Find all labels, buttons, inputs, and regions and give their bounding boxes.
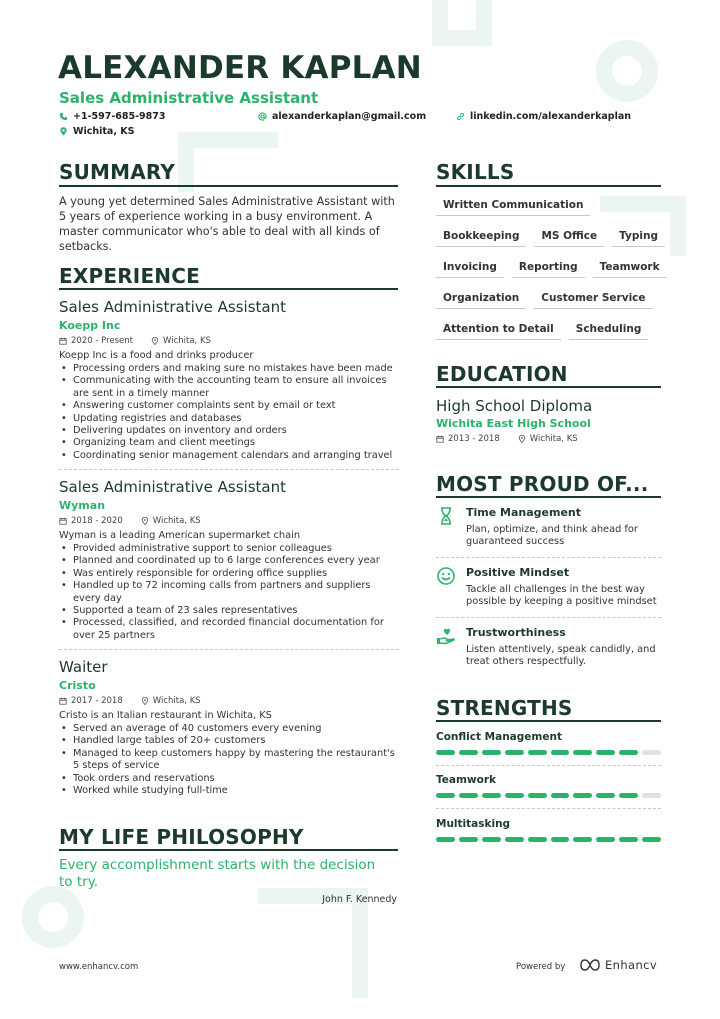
strength-meter-segment — [482, 837, 501, 842]
strength-name: Multitasking — [436, 818, 511, 830]
summary-heading: SUMMARY — [59, 160, 176, 184]
job-dates: 2018 - 2020 — [71, 516, 123, 526]
calendar-icon — [59, 337, 67, 345]
job-dates: 2017 - 2018 — [71, 696, 123, 706]
job-company: Cristo — [59, 679, 96, 692]
hourglass-icon — [436, 506, 456, 526]
strength-meter-segment — [619, 793, 638, 798]
calendar-icon — [59, 697, 67, 705]
job-bullets — [59, 723, 399, 797]
job-bullet: • Planned and coordinated up to 6 large conferences every year — [59, 555, 399, 567]
strengths-rule — [436, 720, 661, 722]
strength-meter-segment — [573, 750, 592, 755]
job-bullet: • Managed to keep customers happy by mastering the restaurant's 5 steps of service — [59, 748, 399, 773]
strength-meter-segment — [505, 793, 524, 798]
strength-meter-segment — [459, 793, 478, 798]
strength-meter-segment — [505, 750, 524, 755]
proud-text: Tackle all challenges in the best way possible by keeping a positive mindset — [466, 584, 657, 608]
job-entry-cristo — [59, 657, 399, 797]
education-heading: EDUCATION — [436, 362, 568, 386]
education-location: Wichita, KS — [529, 434, 578, 444]
job-meta — [59, 515, 399, 527]
job-bullet: • Supported a team of 23 sales representatives — [59, 605, 399, 617]
strength-meter — [436, 837, 661, 842]
location-pin-icon — [141, 517, 149, 525]
candidate-title: Sales Administrative Assistant — [59, 89, 319, 107]
enhancv-brand: Enhancv — [605, 958, 658, 972]
strength-teamwork — [436, 773, 661, 798]
education-entry — [436, 396, 661, 445]
job-location: Wichita, KS — [152, 516, 201, 526]
strength-meter-segment — [551, 837, 570, 842]
proud-text: Plan, optimize, and think ahead for guaranteed success — [466, 524, 638, 548]
skill-tag: Written Communication — [436, 196, 590, 216]
job-dates: 2020 - Present — [71, 336, 133, 346]
skill-row — [436, 196, 661, 216]
skill-row — [436, 320, 661, 340]
email-text: alexanderkaplan@gmail.com — [272, 111, 427, 122]
location-pin-icon — [59, 127, 68, 136]
job-bullet: • Worked while studying full-time — [59, 785, 399, 797]
experience-heading: EXPERIENCE — [59, 264, 200, 288]
strength-meter — [436, 750, 661, 755]
strength-conflict-management — [436, 730, 661, 755]
strength-meter-segment — [459, 750, 478, 755]
experience-rule — [59, 288, 398, 290]
strength-meter-segment — [642, 793, 661, 798]
proud-heading: MOST PROUD OF... — [436, 472, 649, 496]
location-text: Wichita, KS — [73, 126, 135, 137]
footer-powered-by: Powered by — [516, 962, 566, 972]
philosophy-rule — [59, 849, 398, 851]
link-icon — [456, 112, 465, 121]
job-location: Wichita, KS — [152, 696, 201, 706]
job-bullet: • Communicating with the accounting team to ensure all invoices are sent in a timely manner — [59, 375, 399, 400]
skill-tag: Organization — [436, 289, 526, 309]
enhancv-logo[interactable] — [579, 957, 657, 973]
proud-divider — [436, 617, 661, 618]
proud-divider — [436, 557, 661, 558]
job-location: Wichita, KS — [163, 336, 211, 346]
education-dates: 2013 - 2018 — [448, 434, 500, 444]
job-meta — [59, 335, 399, 347]
job-bullet: • Handled large tables of 20+ customers — [59, 735, 399, 747]
summary-rule — [59, 185, 398, 187]
skill-tag: MS Office — [534, 227, 604, 247]
job-title: Waiter — [59, 658, 108, 676]
job-bullet: • Processed, classified, and recorded financial documentation for over 25 partners — [59, 617, 399, 642]
proud-rule — [436, 496, 661, 498]
job-bullet: • Was entirely responsible for ordering office supplies — [59, 568, 399, 580]
job-bullet: • Served an average of 40 customers every evening — [59, 723, 399, 735]
skill-tag: Reporting — [512, 258, 585, 278]
education-school: Wichita East High School — [436, 417, 591, 430]
phone-contact[interactable] — [59, 111, 166, 122]
job-bullet: • Coordinating senior management calendars and arranging travel — [59, 450, 399, 462]
skill-tag: Teamwork — [593, 258, 667, 278]
strength-meter-segment — [459, 837, 478, 842]
skill-tag: Scheduling — [569, 320, 649, 340]
strength-meter-segment — [436, 837, 455, 842]
strength-meter-segment — [436, 793, 455, 798]
skill-tag: Invoicing — [436, 258, 504, 278]
proud-title: Positive Mindset — [466, 566, 570, 579]
enhancv-logo-icon — [579, 957, 601, 973]
footer-url[interactable]: www.enhancv.com — [59, 962, 139, 972]
strength-meter-segment — [642, 750, 661, 755]
calendar-icon — [436, 435, 444, 443]
philosophy-quote: Every accomplishment starts with the decision to try. — [59, 857, 376, 890]
job-bullet: • Answering customer complaints sent by email or text — [59, 400, 399, 412]
skill-tag: Typing — [612, 227, 665, 247]
proud-title: Trustworthiness — [466, 626, 566, 639]
skill-row — [436, 227, 661, 247]
philosophy-heading: MY LIFE PHILOSOPHY — [59, 825, 304, 849]
strength-meter-segment — [528, 793, 547, 798]
strength-meter — [436, 793, 661, 798]
job-description: Koepp Inc is a food and drinks producer — [59, 350, 254, 361]
location-pin-icon — [151, 337, 159, 345]
strength-meter-segment — [505, 837, 524, 842]
skill-row — [436, 258, 661, 278]
strength-divider — [436, 808, 661, 809]
quote-author: John F. Kennedy — [322, 894, 397, 905]
email-contact[interactable] — [258, 111, 426, 122]
job-bullet: • Updating registries and databases — [59, 413, 399, 425]
proud-text: Listen attentively, speak candidly, and treat others respectfully. — [466, 644, 656, 668]
phone-icon — [59, 112, 68, 121]
strength-meter-segment — [596, 750, 615, 755]
job-entry-koepp — [59, 297, 399, 462]
proud-title: Time Management — [466, 506, 581, 519]
skill-row — [436, 289, 661, 309]
at-icon — [258, 112, 267, 121]
job-bullet: • Handled up to 72 incoming calls from partners and suppliers every day — [59, 580, 399, 605]
strengths-heading: STRENGTHS — [436, 696, 573, 720]
strength-meter-segment — [436, 750, 455, 755]
strength-divider — [436, 765, 661, 766]
heart-hand-icon — [436, 626, 456, 646]
job-divider — [59, 469, 399, 470]
job-bullet: • Took orders and reservations — [59, 773, 399, 785]
job-bullet: • Processing orders and making sure no mistakes have been made — [59, 363, 399, 375]
job-description: Cristo is an Italian restaurant in Wichita, KS — [59, 710, 272, 721]
skill-tag: Bookkeeping — [436, 227, 526, 247]
skills-list — [436, 196, 661, 351]
education-rule — [436, 386, 661, 388]
job-description: Wyman is a leading American supermarket chain — [59, 530, 301, 541]
job-bullets — [59, 543, 399, 642]
job-company: Wyman — [59, 499, 106, 512]
skills-rule — [436, 185, 661, 187]
job-bullet: • Delivering updates on inventory and orders — [59, 425, 399, 437]
summary-text: A young yet determined Sales Administrative Assistant with 5 years of experience working in a busy environment. A master communicator who's able to deal with all kinds of setbacks. — [59, 195, 395, 253]
skills-heading: SKILLS — [436, 160, 515, 184]
strength-meter-segment — [551, 750, 570, 755]
education-meta — [436, 433, 661, 445]
strength-meter-segment — [482, 793, 501, 798]
strength-meter-segment — [596, 793, 615, 798]
location-pin-icon — [141, 697, 149, 705]
smile-icon — [436, 566, 456, 586]
strength-meter-segment — [528, 750, 547, 755]
skill-tag: Customer Service — [534, 289, 652, 309]
education-degree: High School Diploma — [436, 397, 593, 415]
job-bullets — [59, 363, 399, 462]
job-meta — [59, 695, 399, 707]
candidate-name: ALEXANDER KAPLAN — [58, 50, 422, 86]
job-entry-wyman — [59, 477, 399, 642]
skill-tag: Attention to Detail — [436, 320, 561, 340]
strength-meter-segment — [573, 837, 592, 842]
job-bullet: • Organizing team and client meetings — [59, 437, 399, 449]
job-bullet: • Provided administrative support to senior colleagues — [59, 543, 399, 555]
job-company: Koepp Inc — [59, 319, 121, 332]
location-pin-icon — [518, 435, 526, 443]
strength-multitasking — [436, 817, 661, 842]
job-title: Sales Administrative Assistant — [59, 478, 286, 496]
job-title: Sales Administrative Assistant — [59, 298, 286, 316]
strength-meter-segment — [528, 837, 547, 842]
calendar-icon — [59, 517, 67, 525]
location-contact — [59, 126, 134, 137]
strength-meter-segment — [642, 837, 661, 842]
strength-name: Conflict Management — [436, 731, 562, 743]
strength-name: Teamwork — [436, 774, 496, 786]
strength-meter-segment — [596, 837, 615, 842]
linkedin-text: linkedin.com/alexanderkaplan — [470, 111, 632, 122]
strength-meter-segment — [619, 837, 638, 842]
strength-meter-segment — [573, 793, 592, 798]
job-divider — [59, 649, 399, 650]
linkedin-contact[interactable] — [456, 111, 631, 122]
strength-meter-segment — [619, 750, 638, 755]
strength-meter-segment — [482, 750, 501, 755]
phone-text: +1-597-685-9873 — [73, 111, 166, 122]
strength-meter-segment — [551, 793, 570, 798]
